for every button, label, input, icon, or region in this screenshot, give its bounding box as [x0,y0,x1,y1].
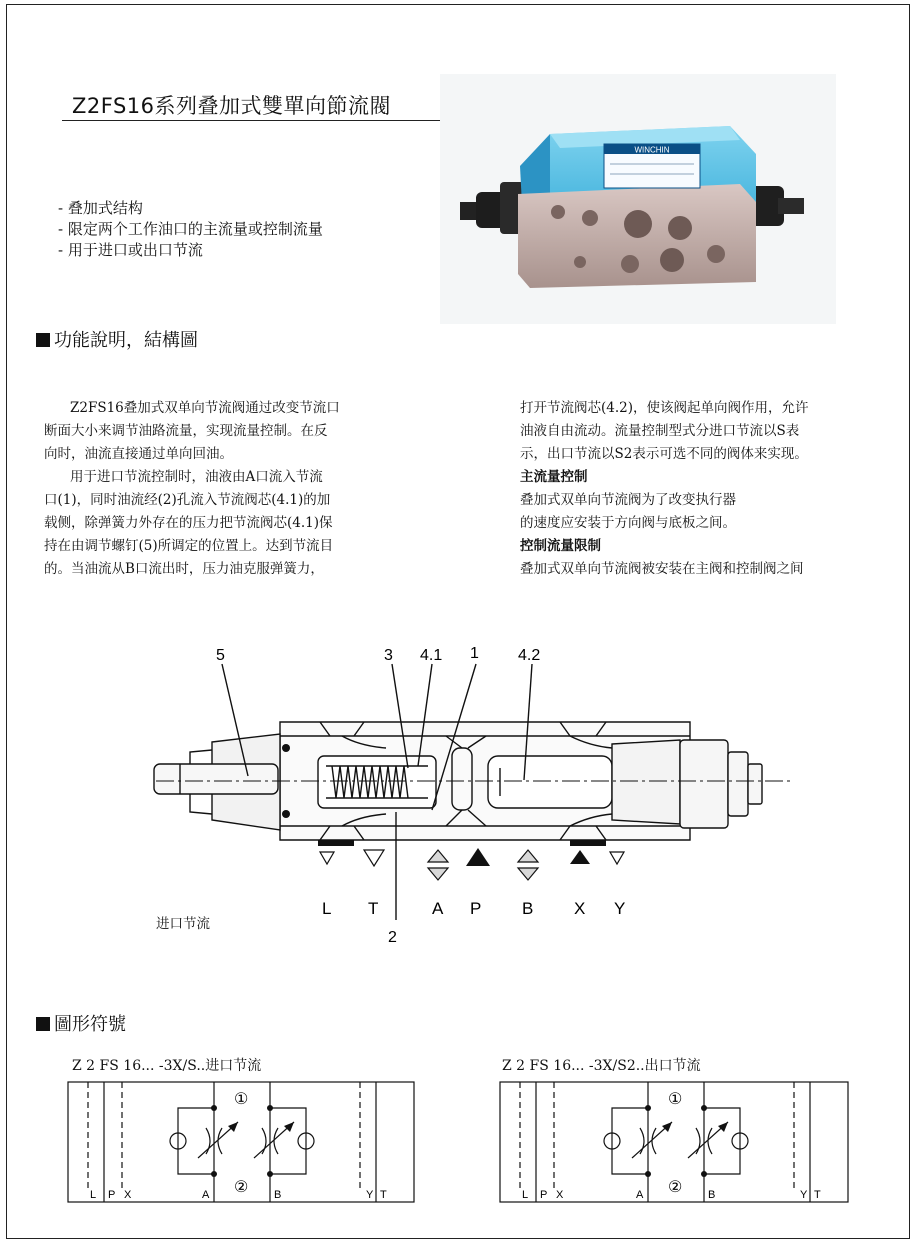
page-title: Z2FS16系列叠加式雙單向節流閥 [72,94,392,118]
port-label: L [522,1189,529,1201]
brand-label: WINCHIN [634,145,670,155]
port-label: B [274,1189,282,1201]
circled-2: ② [234,1179,249,1196]
feature-item: - 限定两个工作油口的主流量或控制流量 [58,220,323,238]
text-column-right [520,397,809,581]
section-heading-symbols: 圖形符號 [36,1010,126,1036]
text-line: 打开节流阀芯(4.2)，使该阀起单向阀作用，允许 [520,400,809,416]
heading-bullet-icon [36,333,50,347]
text-line: 的。当油流从B口流出时，压力油克服弹簧力， [44,561,324,577]
valve-photo [440,74,836,324]
port-label: P [470,899,482,918]
sectional-drawing [150,640,800,950]
port-label: A [432,899,444,918]
text-line: 持在由调节螺钉(5)所调定的位置上。达到节流目 [44,538,334,554]
section-heading-function: 功能說明，結構圖 [36,326,198,352]
feature-list [58,198,323,261]
port-label: X [574,899,586,918]
text-line: Z2FS16叠加式双单向节流阀通过改变节流口 [70,400,340,416]
text-line: 叠加式双单向节流阀为了改变执行器 [520,492,736,508]
port-label: B [708,1189,716,1201]
text-line: 口(1)，同时油流经(2)孔流入节流阀芯(4.1)的加 [44,492,331,508]
port-label: Y [800,1189,808,1201]
feature-item: - 用于进口或出口节流 [58,241,203,259]
main-flow-heading: 主流量控制 [520,469,588,485]
feature-item: - 叠加式结构 [58,199,143,217]
symbol-title: Z 2 FS 16... -3X/S2..出口节流 [502,1058,701,1074]
circled-1: ① [668,1091,683,1108]
text-line: 用于进口节流控制时，油液由A口流入节流 [70,469,323,485]
circled-1: ① [234,1091,249,1108]
drawing-caption: 进口节流 [156,916,210,932]
port-label: P [540,1189,548,1201]
symbol-diagram-inlet [66,1080,416,1206]
text-line: 载侧，除弹簧力外存在的压力把节流阀芯(4.1)保 [44,515,333,531]
control-flow-heading: 控制流量限制 [520,538,601,554]
port-label: T [814,1189,821,1201]
port-label: L [322,899,332,918]
text-line: 叠加式双单向节流阀被安装在主阀和控制阀之间 [520,561,804,577]
circled-2: ② [668,1179,683,1196]
text-line: 油液自由流动。流量控制型式分进口节流以S表 [520,423,800,439]
port-label: P [108,1189,116,1201]
port-label: A [202,1189,210,1201]
callout-3: 3 [384,647,393,664]
port-label: X [556,1189,564,1201]
symbol-diagram-outlet [498,1080,850,1206]
port-label: Y [366,1189,374,1201]
port-label: A [636,1189,644,1201]
heading-bullet-icon [36,1017,50,1031]
port-label: X [124,1189,132,1201]
callout-5: 5 [216,647,225,664]
text-line: 的速度应安装于方向阀与底板之间。 [520,515,736,531]
title-underline [62,120,450,121]
callout-2: 2 [388,929,397,946]
callout-1: 1 [470,645,479,662]
port-label: T [380,1189,387,1201]
text-line: 向时，油流直接通过单向回油。 [44,446,233,462]
port-label: L [90,1189,97,1201]
port-label: B [522,899,534,918]
symbol-title: Z 2 FS 16... -3X/S..进口节流 [72,1058,262,1074]
text-column-left [44,397,340,581]
callout-4-1: 4.1 [420,647,443,664]
port-label: T [368,899,379,918]
text-line: 断面大小来调节油路流量，实现流量控制。在反 [44,423,328,439]
port-label: Y [614,899,626,918]
text-line: 示，出口节流以S2表示可选不同的阀体来实现。 [520,446,808,462]
callout-4-2: 4.2 [518,647,541,664]
